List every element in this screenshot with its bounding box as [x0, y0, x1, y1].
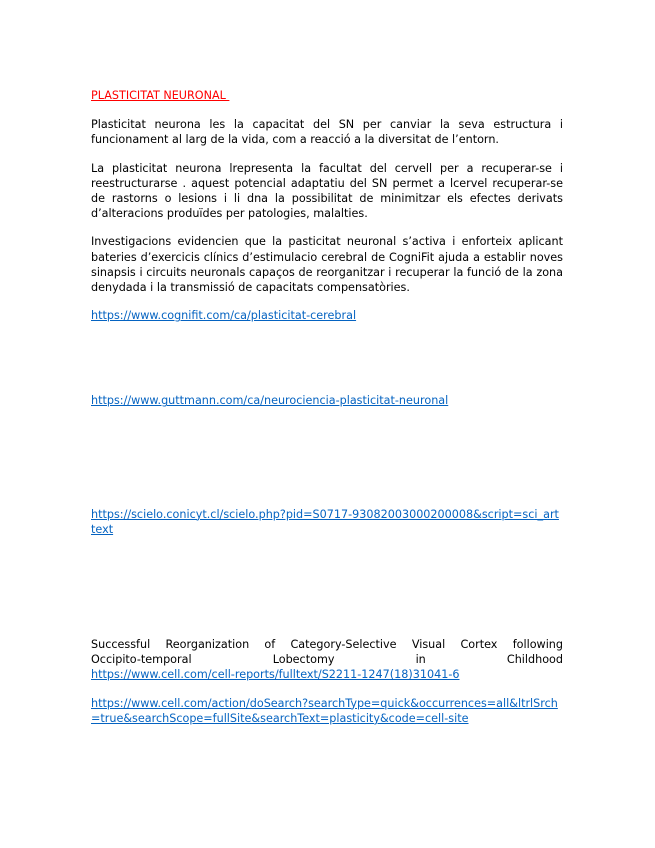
- reference-title-line2: Occipito-temporal Lobectomy in Childhood: [91, 653, 563, 667]
- paragraph-research: Investigacions evidencien que la pasticitat neuronal s’activa i enforteix aplicant bateries d’exercicis clínics d’estimulacio cerebral de CogniFit ajuda a establir noves sinapsis i circuits neuronals capaços de reorganitzar i recuperar la funció de la zona denydada i la transmissió de capacitats compensatòries.: [91, 235, 563, 295]
- link-cognifit[interactable]: https://www.cognifit.com/ca/plasticitat-cerebral: [91, 309, 357, 323]
- reference-block: [91, 637, 563, 683]
- blank-space: [91, 409, 563, 507]
- document-body: [91, 88, 563, 726]
- paragraph-definition: Plasticitat neurona les la capacitat del SN per canviar la seva estructura i funcionament al larg de la vida, com a reacció a la diversitat de l’entorn.: [91, 118, 563, 147]
- paragraph-recovery: La plasticitat neurona lrepresenta la facultat del cervell per a recuperar-se i reestructurarse . aquest potencial adaptatiu del SN permet a lcervel recuperar-se de rastorns o lesions i li dna la possibilitat de minimitzar els efectes derivats d’alteracions produïdes per patologies, malalties.: [91, 161, 563, 221]
- link-cell-report[interactable]: https://www.cell.com/cell-reports/fulltext/S2211-1247(18)31041-6: [91, 668, 460, 682]
- link-scielo[interactable]: https://scielo.conicyt.cl/scielo.php?pid=S0717-93082003000200008&script=sci_arttext: [91, 507, 559, 536]
- document-title: PLASTICITAT NEURONAL: [91, 89, 230, 102]
- link-cell-search[interactable]: https://www.cell.com/action/doSearch?searchType=quick&occurrences=all&ltrlSrch=true&searchScope=fullSite&searchText=plasticity&code=cell-site: [91, 696, 558, 725]
- blank-space: [91, 323, 563, 393]
- blank-space: [91, 537, 563, 637]
- reference-title-line1: Successful Reorganization of Category-Selective Visual Cortex following: [91, 638, 563, 652]
- link-guttmann[interactable]: https://www.guttmann.com/ca/neurociencia-plasticitat-neuronal: [91, 394, 449, 408]
